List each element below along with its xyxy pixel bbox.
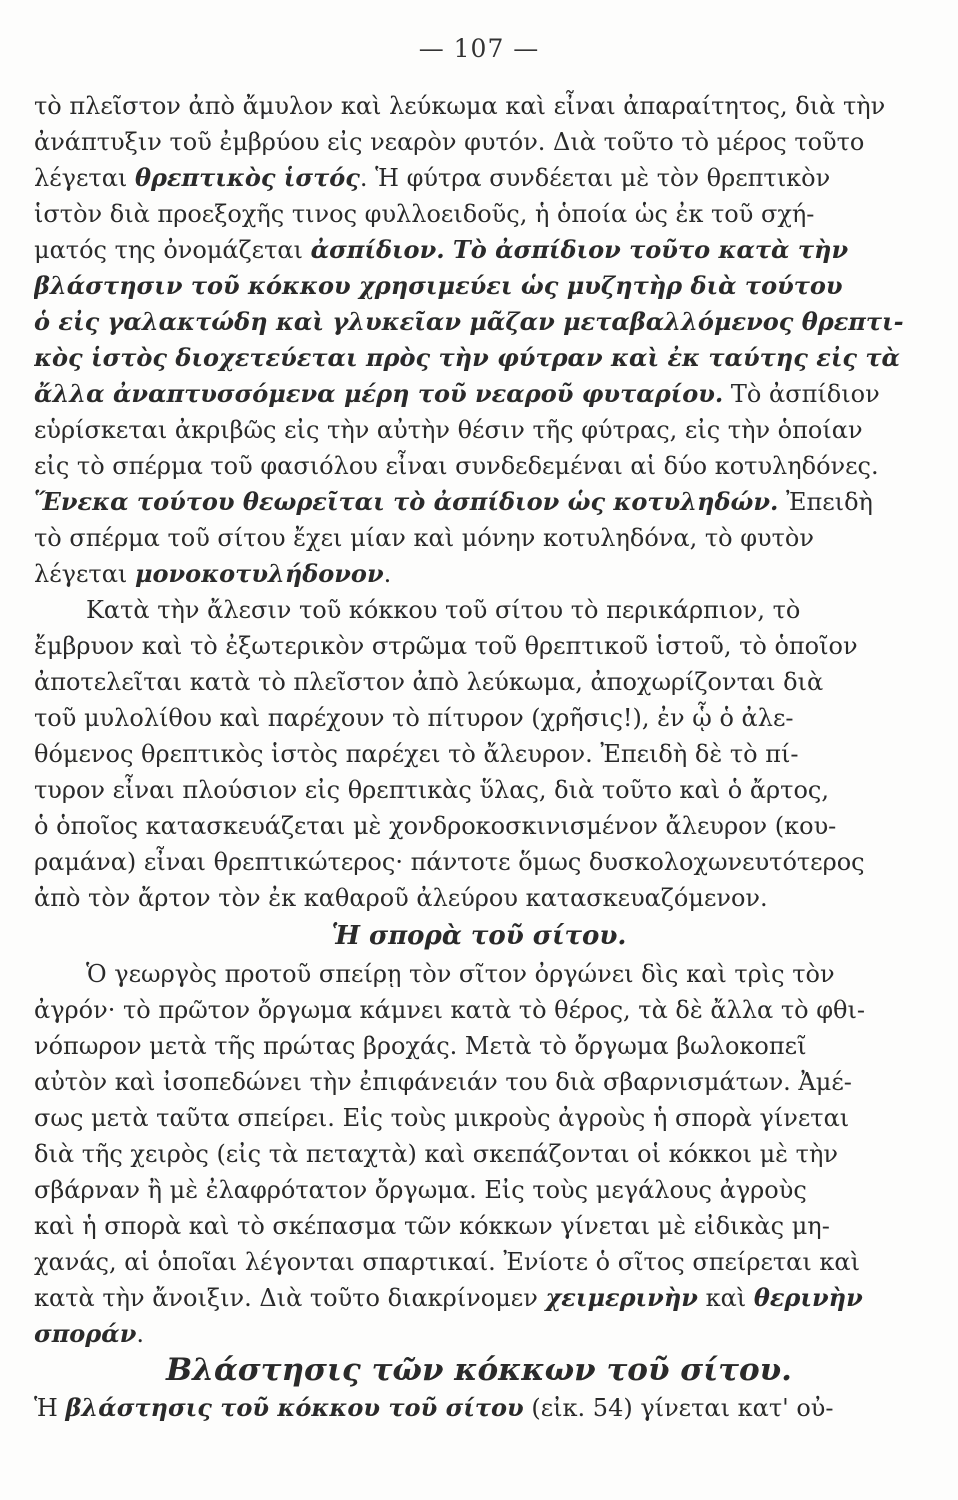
text-segment: . (383, 560, 392, 588)
text-line: τὸ πλεῖστον ἀπὸ ἄμυλον καὶ λεύκωμα καὶ εἶναι ἀπαραίτητος, διὰ τὴν (34, 92, 886, 120)
emphasized-term: θερινὴν (753, 1283, 863, 1312)
text-line: εἰς τὸ σπέρμα τοῦ φασιόλου εἶναι συνδεδεμέναι αἱ δύο κοτυληδόνες. (34, 452, 879, 480)
text-line (34, 230, 924, 270)
text-line: εὑρίσκεται ἀκριβῶς εἰς τὴν αὐτὴν θέσιν τῆς φύτρας, εἰς τὴν ὁποίαν (34, 416, 863, 444)
emphasized-term: Ἕνεκα τούτου θεωρεῖται τὸ ἀσπίδιον ὡς κοτυληδών. (34, 487, 779, 516)
emphasized-term: ὁ εἰς γαλακτώδη καὶ γλυκεῖαν μᾶζαν μεταβαλλόμενος θρεπτι- (34, 307, 904, 336)
text-line: ἀγρόν· τὸ πρῶτον ὄργωμα κάμνει κατὰ τὸ θέρος, τὰ δὲ ἄλλα τὸ φθι- (34, 996, 865, 1024)
text-line: τοῦ μυλολίθου καὶ παρέχουν τὸ πίτυρον (χρῆσις!), ἐν ᾧ ὁ ἀλε- (34, 704, 794, 732)
text-line (34, 338, 924, 378)
text-line: σβάρναν ἢ μὲ ἐλαφρότατον ὄργωμα. Εἰς τοὺς μεγάλους ἀγροὺς (34, 1176, 807, 1204)
text-line: σως μετὰ ταῦτα σπείρει. Εἰς τοὺς μικροὺς ἀγροὺς ἡ σπορὰ γίνεται (34, 1104, 850, 1132)
text-line (34, 1314, 924, 1354)
section-heading: Ἡ σπορὰ τοῦ σίτου. (331, 921, 627, 951)
text-line: θόμενος θρεπτικὸς ἱστὸς παρέχει τὸ ἄλευρον. Ἐπειδὴ δὲ τὸ πί- (34, 740, 799, 768)
text-line (34, 1278, 924, 1318)
emphasized-term: κὸς ἱστὸς διοχετεύεται πρὸς τὴν φύτραν καὶ ἐκ ταύτης εἰς τὰ (34, 343, 901, 372)
text-line: Ὁ γεωργὸς προτοῦ σπείρῃ τὸν σῖτον ὀργώνει δὶς καὶ τρὶς τὸν (86, 960, 835, 988)
text-segment: . (136, 1320, 144, 1348)
text-line: χανάς, αἱ ὁποῖαι λέγονται σπαρτικαί. Ἐνίοτε ὁ σῖτος σπείρεται καὶ (34, 1248, 861, 1276)
text-line (34, 302, 924, 342)
emphasized-term: βλάστησις τοῦ κόκκου τοῦ σίτου (65, 1393, 524, 1422)
text-line: νόπωρον μετὰ τῆς πρώτας βροχάς. Μετὰ τὸ ὄργωμα βωλοκοπεῖ (34, 1032, 807, 1060)
text-line: τὸ σπέρμα τοῦ σίτου ἔχει μίαν καὶ μόνην κοτυληδόνα, τὸ φυτὸν (34, 524, 814, 552)
text-segment: ματός της ὀνομάζεται (34, 236, 311, 264)
text-line (34, 158, 924, 198)
text-segment: καὶ (697, 1284, 754, 1312)
text-line: Κατὰ τὴν ἄλεσιν τοῦ κόκκου τοῦ σίτου τὸ περικάρπιον, τὸ (86, 596, 801, 624)
text-segment: . Ἡ φύτρα συνδέεται μὲ τὸν θρεπτικὸν (359, 164, 831, 192)
text-line: αὐτὸν καὶ ἰσοπεδώνει τὴν ἐπιφάνειάν του διὰ σβαρνισμάτων. Ἀμέ- (34, 1068, 852, 1096)
text-segment: λέγεται (34, 164, 135, 192)
text-line: τυρον εἶναι πλούσιον εἰς θρεπτικὰς ὕλας, διὰ τοῦτο καὶ ὁ ἄρτος, (34, 776, 829, 804)
text-line: ἀπὸ τὸν ἄρτον τὸν ἐκ καθαροῦ ἀλεύρου κατασκευαζόμενον. (34, 884, 768, 912)
emphasized-term: βλάστησιν τοῦ κόκκου χρησιμεύει ὡς μυζητὴρ διὰ τούτου (34, 271, 843, 300)
text-segment: λέγεται (34, 560, 135, 588)
emphasized-term: θρεπτικὸς ἱστός (134, 163, 360, 192)
text-segment: (εἰκ. 54) γίνεται κατ' οὐ- (523, 1394, 834, 1422)
emphasized-term: χειμερινὴν (545, 1283, 698, 1312)
emphasized-term: ἄλλα ἀναπτυσσόμενα μέρη τοῦ νεαροῦ φυταρίου. (34, 379, 724, 408)
text-line: διὰ τῆς χειρὸς (εἰς τὰ πεταχτὰ) καὶ σκεπάζονται οἱ κόκκοι μὲ τὴν (34, 1140, 838, 1168)
text-line (34, 374, 924, 414)
emphasized-term: σποράν (34, 1319, 137, 1348)
emphasized-term: μονοκοτυλήδονον (134, 559, 384, 588)
text-line: ἔμβρυον καὶ τὸ ἐξωτερικὸν στρῶμα τοῦ θρεπτικοῦ ἱστοῦ, τὸ ὁποῖον (34, 632, 858, 660)
text-line (34, 1388, 924, 1428)
text-segment: Ἐπειδὴ (778, 488, 873, 516)
text-line: ἀποτελεῖται κατὰ τὸ πλεῖστον ἀπὸ λεύκωμα, ἀποχωρίζονται διὰ (34, 668, 824, 696)
section-heading: Βλάστησις τῶν κόκκων τοῦ σίτου. (166, 1352, 792, 1388)
text-segment: Τὸ ἀσπίδιον (723, 380, 880, 408)
text-line (34, 266, 924, 306)
text-line (34, 554, 924, 594)
text-segment: κατὰ τὴν ἄνοιξιν. Διὰ τοῦτο διακρίνομεν (34, 1284, 546, 1312)
text-line: ὁ ὁποῖος κατασκευάζεται μὲ χονδροκοσκινισμένον ἄλευρον (κου- (34, 812, 837, 840)
emphasized-term: ἀσπίδιον. Τὸ ἀσπίδιον τοῦτο κατὰ τὴν (310, 235, 849, 264)
text-line (34, 482, 924, 522)
text-segment: Ἡ (34, 1394, 66, 1422)
text-line: ἱστὸν διὰ προεξοχῆς τινος φυλλοειδοῦς, ἡ ὁποία ὡς ἐκ τοῦ σχή- (34, 200, 815, 228)
page-number: — 107 — (418, 34, 540, 63)
text-line: καὶ ἡ σπορὰ καὶ τὸ σκέπασμα τῶν κόκκων γίνεται μὲ εἰδικὰς μη- (34, 1212, 830, 1240)
text-line: ραμάνα) εἶναι θρεπτικώτερος· πάντοτε ὅμως δυσκολοχωνευτότερος (34, 848, 865, 876)
text-line: ἀνάπτυξιν τοῦ ἐμβρύου εἰς νεαρὸν φυτόν. Διὰ τοῦτο τὸ μέρος τοῦτο (34, 128, 865, 156)
